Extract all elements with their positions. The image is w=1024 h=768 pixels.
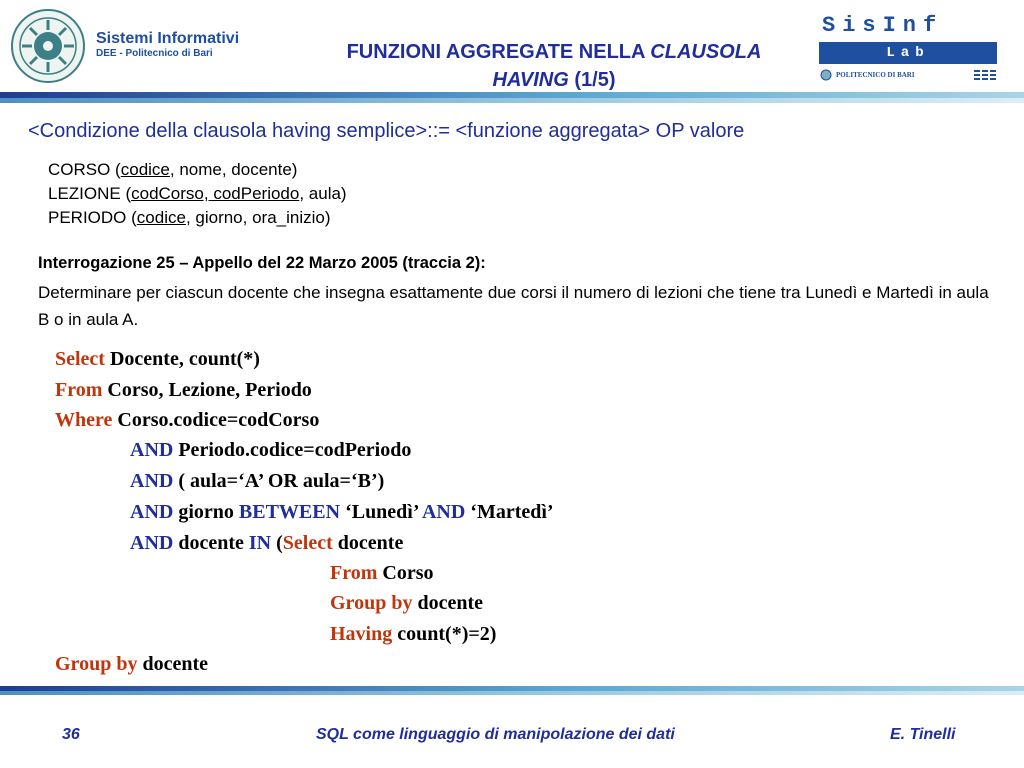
sql-line-and-3	[130, 497, 554, 527]
sql-text: Docente, count(*)	[104, 348, 260, 370]
sql-keyword: From	[55, 379, 103, 401]
sql-text: docente	[173, 532, 249, 554]
sql-keyword: Having	[330, 623, 393, 645]
logo-line-1: Sistemi Informativi	[96, 30, 240, 47]
sql-line-select	[55, 344, 260, 374]
dee-logo-icon	[974, 69, 996, 81]
sql-keyword: From	[330, 562, 378, 584]
sql-keyword: AND	[130, 501, 174, 523]
sql-text: (	[271, 532, 283, 554]
sql-text: count(*)=2)	[392, 623, 497, 645]
schema-corso	[48, 158, 347, 182]
sql-text: giorno	[173, 501, 239, 523]
title-part-4: (1/5)	[568, 69, 616, 91]
sql-keyword: Select	[282, 532, 333, 554]
sisinf-logo-top: SisInf	[822, 13, 944, 38]
footer-author: E. Tinelli	[890, 726, 956, 743]
sql-line-sub-group	[330, 588, 483, 618]
sql-text: ( aula=‘A’ OR aula=‘B’)	[173, 470, 385, 492]
sql-keyword: Where	[55, 409, 113, 431]
sql-keyword: AND	[130, 439, 174, 461]
politecnico-label: POLITECNICO DI BARI	[836, 71, 915, 79]
title-part-3: HAVING	[492, 69, 569, 91]
schema-corso-prefix: CORSO (	[48, 160, 121, 179]
header-divider-light	[0, 98, 1024, 103]
sql-keyword: Group by	[55, 653, 138, 675]
sql-keyword: AND	[130, 470, 174, 492]
schema-periodo-rest: , giorno, ora_inizio)	[185, 208, 331, 227]
sql-text: ‘Martedì’	[465, 501, 554, 523]
sql-text: docente	[332, 532, 404, 554]
schema-lezione-rest: , aula)	[299, 184, 347, 203]
sql-text: ‘Lunedì’	[340, 501, 422, 523]
sql-text: Corso	[377, 562, 434, 584]
footer-title: SQL come linguaggio di manipolazione dei dati	[316, 726, 675, 743]
sql-text: Periodo.codice=codPeriodo	[173, 439, 412, 461]
question-description: Determinare per ciascun docente che insegna esattamente due corsi il numero di lezioni che tiene tra Lunedì e Martedì in aula B o in aula A.	[38, 283, 989, 329]
sql-line-and-1	[130, 435, 411, 465]
sql-line-sub-having	[330, 619, 496, 649]
having-condition-definition: <Condizione della clausola having semplice>::= <funzione aggregata> OP valore	[28, 120, 745, 142]
sql-text: docente	[137, 653, 208, 675]
question-title: Interrogazione 25 – Appello del 22 Marzo 2005 (traccia 2):	[38, 254, 486, 272]
schema-block	[48, 158, 347, 230]
sisinf-logo-lab: Lab	[819, 42, 997, 64]
politecnico-seal-logo	[10, 8, 86, 84]
page-number: 36	[62, 726, 80, 743]
logo-text	[96, 30, 239, 60]
sql-keyword: Group by	[330, 592, 413, 614]
sql-line-from	[55, 375, 312, 405]
footer-divider-light	[0, 691, 1024, 695]
slide-title	[290, 38, 818, 94]
sql-line-and-4	[130, 528, 403, 558]
logo-line-2: DEE - Politecnico di Bari	[96, 48, 213, 59]
schema-lezione-key: codCorso, codPeriodo	[131, 184, 300, 203]
sql-keyword: BETWEEN	[238, 501, 341, 523]
sql-text: Corso.codice=codCorso	[112, 409, 320, 431]
sql-keyword: AND	[421, 501, 466, 523]
schema-lezione	[48, 182, 347, 206]
schema-periodo-prefix: PERIODO (	[48, 208, 137, 227]
title-part-1: FUNZIONI AGGREGATE NELLA	[346, 41, 651, 63]
schema-corso-rest: , nome, docente)	[169, 160, 298, 179]
sql-line-group	[55, 649, 208, 679]
schema-corso-key: codice	[120, 160, 170, 179]
sql-keyword: IN	[248, 532, 272, 554]
title-part-2: CLAUSOLA	[650, 41, 762, 63]
sql-keyword: AND	[130, 532, 174, 554]
schema-periodo	[48, 206, 347, 230]
politecnico-small-icon	[820, 69, 832, 81]
sql-line-and-2	[130, 466, 384, 496]
schema-periodo-key: codice	[136, 208, 186, 227]
sql-line-sub-from	[330, 558, 434, 588]
sql-text: docente	[412, 592, 483, 614]
sql-keyword: Select	[55, 348, 105, 370]
sql-line-where	[55, 405, 319, 435]
schema-lezione-prefix: LEZIONE (	[48, 184, 132, 203]
sql-text: Corso, Lezione, Periodo	[102, 379, 312, 401]
